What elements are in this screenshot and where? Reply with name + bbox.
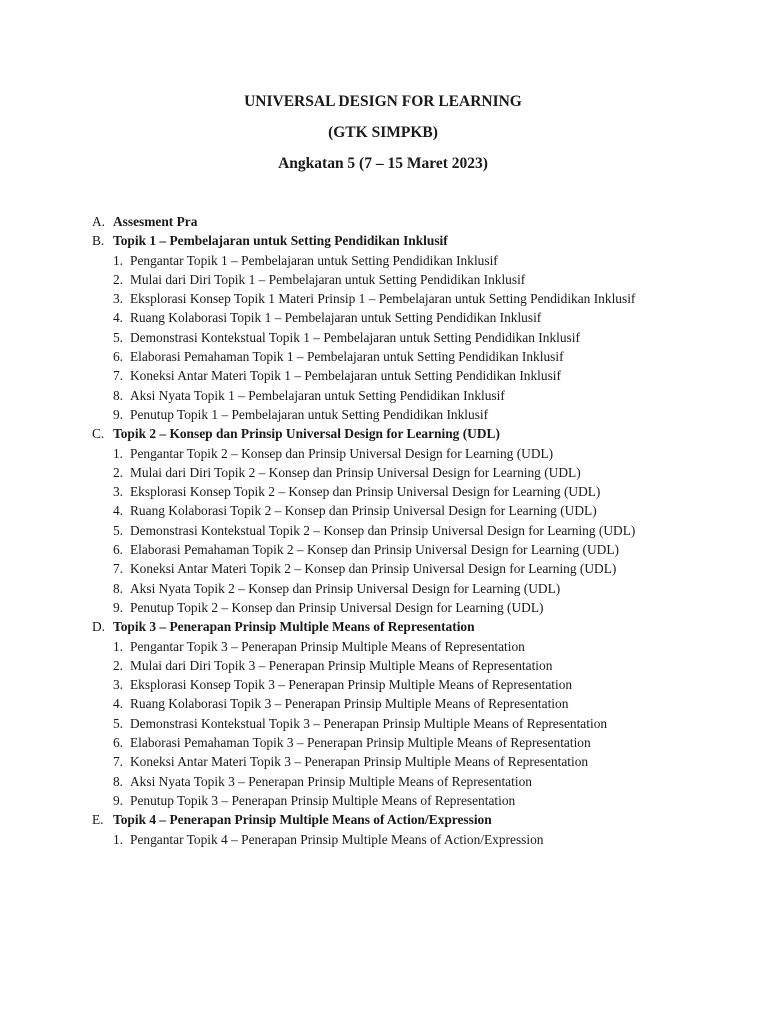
list-item-number: 5. (112, 715, 123, 731)
list-item (92, 482, 674, 501)
section-title: Topik 3 – Penerapan Prinsip Multiple Means of Representation (113, 619, 475, 635)
list-item-number: 2. (112, 271, 123, 287)
list-item (92, 559, 674, 578)
list-item (92, 540, 674, 559)
list-item (92, 366, 674, 385)
list-item-text: Ruang Kolaborasi Topik 2 – Konsep dan Prinsip Universal Design for Learning (UDL) (130, 503, 597, 519)
list-item-text: Demonstrasi Kontekstual Topik 1 – Pembelajaran untuk Setting Pendidikan Inklusif (130, 329, 580, 345)
list-item-number: 8. (112, 580, 123, 596)
list-item-text: Demonstrasi Kontekstual Topik 3 – Penerapan Prinsip Multiple Means of Representation (130, 715, 608, 731)
list-item (92, 752, 674, 771)
list-item-text: Mulai dari Diri Topik 1 – Pembelajaran untuk Setting Pendidikan Inklusif (130, 271, 526, 287)
list-item-text: Penutup Topik 2 – Konsep dan Prinsip Universal Design for Learning (UDL) (130, 599, 544, 615)
section-item-list (92, 830, 674, 849)
section-letter: C. (92, 426, 105, 442)
list-item (92, 830, 674, 849)
section-list (92, 212, 674, 849)
list-item (92, 772, 674, 791)
section-item-list (92, 637, 674, 811)
list-item (92, 328, 674, 347)
list-item-text: Aksi Nyata Topik 1 – Pembelajaran untuk Setting Pendidikan Inklusif (130, 387, 505, 403)
section-title: Topik 4 – Penerapan Prinsip Multiple Means of Action/Expression (113, 812, 492, 828)
list-item-text: Eksplorasi Konsep Topik 3 – Penerapan Prinsip Multiple Means of Representation (130, 677, 573, 693)
list-item-number: 4. (112, 310, 123, 326)
list-item-number: 7. (112, 368, 123, 384)
list-item (92, 733, 674, 752)
list-item (92, 598, 674, 617)
list-item-number: 4. (112, 696, 123, 712)
list-item-text: Koneksi Antar Materi Topik 2 – Konsep dan Prinsip Universal Design for Learning (UDL) (130, 561, 617, 577)
list-item-text: Koneksi Antar Materi Topik 1 – Pembelajaran untuk Setting Pendidikan Inklusif (130, 368, 561, 384)
list-item-text: Pengantar Topik 3 – Penerapan Prinsip Multiple Means of Representation (130, 638, 525, 654)
list-item-text: Eksplorasi Konsep Topik 2 – Konsep dan Prinsip Universal Design for Learning (UDL) (130, 484, 601, 500)
list-item-number: 1. (112, 252, 123, 268)
section-letter: B. (92, 233, 105, 249)
section-letter: D. (92, 619, 106, 635)
list-item-text: Eksplorasi Konsep Topik 1 Materi Prinsip 1 – Pembelajaran untuk Setting Pendidikan Inklusif (130, 291, 636, 307)
list-item-number: 4. (112, 503, 123, 519)
list-item-number: 3. (112, 291, 123, 307)
list-item-number: 2. (112, 657, 123, 673)
list-item-text: Ruang Kolaborasi Topik 3 – Penerapan Prinsip Multiple Means of Representation (130, 696, 569, 712)
document-title-block (92, 86, 674, 179)
list-item-number: 3. (112, 484, 123, 500)
list-item (92, 579, 674, 598)
section-letter: A. (92, 214, 106, 229)
list-item-text: Mulai dari Diri Topik 3 – Penerapan Prinsip Multiple Means of Representation (130, 657, 553, 673)
list-item-number: 7. (112, 754, 123, 770)
document-batch-date: Angkatan 5 (7 – 15 Maret 2023) (278, 155, 488, 172)
section-heading (92, 617, 674, 636)
list-item (92, 463, 674, 482)
section-title: Topik 2 – Konsep dan Prinsip Universal Design for Learning (UDL) (113, 426, 500, 442)
list-item (92, 347, 674, 366)
list-item (92, 308, 674, 327)
section-title: Assesment Pra (113, 214, 198, 229)
list-item-number: 6. (112, 735, 123, 751)
list-item-text: Mulai dari Diri Topik 2 – Konsep dan Prinsip Universal Design for Learning (UDL) (130, 464, 581, 480)
list-item (92, 444, 674, 463)
list-item-number: 7. (112, 561, 123, 577)
list-item (92, 289, 674, 308)
document-subtitle: (GTK SIMPKB) (328, 124, 438, 141)
list-item (92, 637, 674, 656)
document-title: UNIVERSAL DESIGN FOR LEARNING (244, 93, 522, 110)
list-item-text: Elaborasi Pemahaman Topik 1 – Pembelajaran untuk Setting Pendidikan Inklusif (130, 349, 564, 365)
list-item-text: Ruang Kolaborasi Topik 1 – Pembelajaran untuk Setting Pendidikan Inklusif (130, 310, 542, 326)
list-item-number: 8. (112, 387, 123, 403)
list-item-number: 1. (112, 638, 123, 654)
list-item (92, 405, 674, 424)
list-item-text: Elaborasi Pemahaman Topik 3 – Penerapan Prinsip Multiple Means of Representation (130, 735, 591, 751)
list-item-number: 9. (112, 406, 123, 422)
list-item-number: 8. (112, 773, 123, 789)
section-title: Topik 1 – Pembelajaran untuk Setting Pendidikan Inklusif (113, 233, 448, 249)
list-item-text: Demonstrasi Kontekstual Topik 2 – Konsep dan Prinsip Universal Design for Learning (UDL) (130, 522, 636, 538)
list-item (92, 694, 674, 713)
list-item (92, 386, 674, 405)
list-item-number: 9. (112, 599, 123, 615)
list-item-number: 6. (112, 349, 123, 365)
list-item-number: 3. (112, 677, 123, 693)
list-item-text: Pengantar Topik 4 – Penerapan Prinsip Multiple Means of Action/Expression (130, 831, 544, 847)
list-item (92, 251, 674, 270)
list-item (92, 501, 674, 520)
list-item-text: Pengantar Topik 1 – Pembelajaran untuk Setting Pendidikan Inklusif (130, 252, 498, 268)
list-item-text: Penutup Topik 1 – Pembelajaran untuk Setting Pendidikan Inklusif (130, 406, 489, 422)
section-item-list (92, 251, 674, 425)
list-item-text: Koneksi Antar Materi Topik 3 – Penerapan Prinsip Multiple Means of Representation (130, 754, 589, 770)
list-item-number: 1. (112, 445, 123, 461)
section-heading (92, 424, 674, 443)
section-heading (92, 231, 674, 250)
list-item-number: 5. (112, 522, 123, 538)
list-item-text: Aksi Nyata Topik 3 – Penerapan Prinsip Multiple Means of Representation (130, 773, 532, 789)
section-letter: E. (92, 812, 104, 828)
list-item-number: 6. (112, 542, 123, 558)
list-item (92, 791, 674, 810)
section-heading (92, 212, 674, 231)
list-item-text: Aksi Nyata Topik 2 – Konsep dan Prinsip Universal Design for Learning (UDL) (130, 580, 561, 596)
list-item (92, 521, 674, 540)
list-item (92, 270, 674, 289)
list-item (92, 714, 674, 733)
list-item-text: Pengantar Topik 2 – Konsep dan Prinsip Universal Design for Learning (UDL) (130, 445, 554, 461)
section-item-list (92, 444, 674, 618)
list-item-number: 9. (112, 792, 123, 808)
list-item-number: 2. (112, 464, 123, 480)
list-item-number: 5. (112, 329, 123, 345)
list-item-text: Penutup Topik 3 – Penerapan Prinsip Multiple Means of Representation (130, 792, 516, 808)
list-item (92, 656, 674, 675)
section-heading (92, 810, 674, 829)
list-item-number: 1. (112, 831, 123, 847)
list-item-text: Elaborasi Pemahaman Topik 2 – Konsep dan Prinsip Universal Design for Learning (UDL) (130, 542, 619, 558)
list-item (92, 675, 674, 694)
